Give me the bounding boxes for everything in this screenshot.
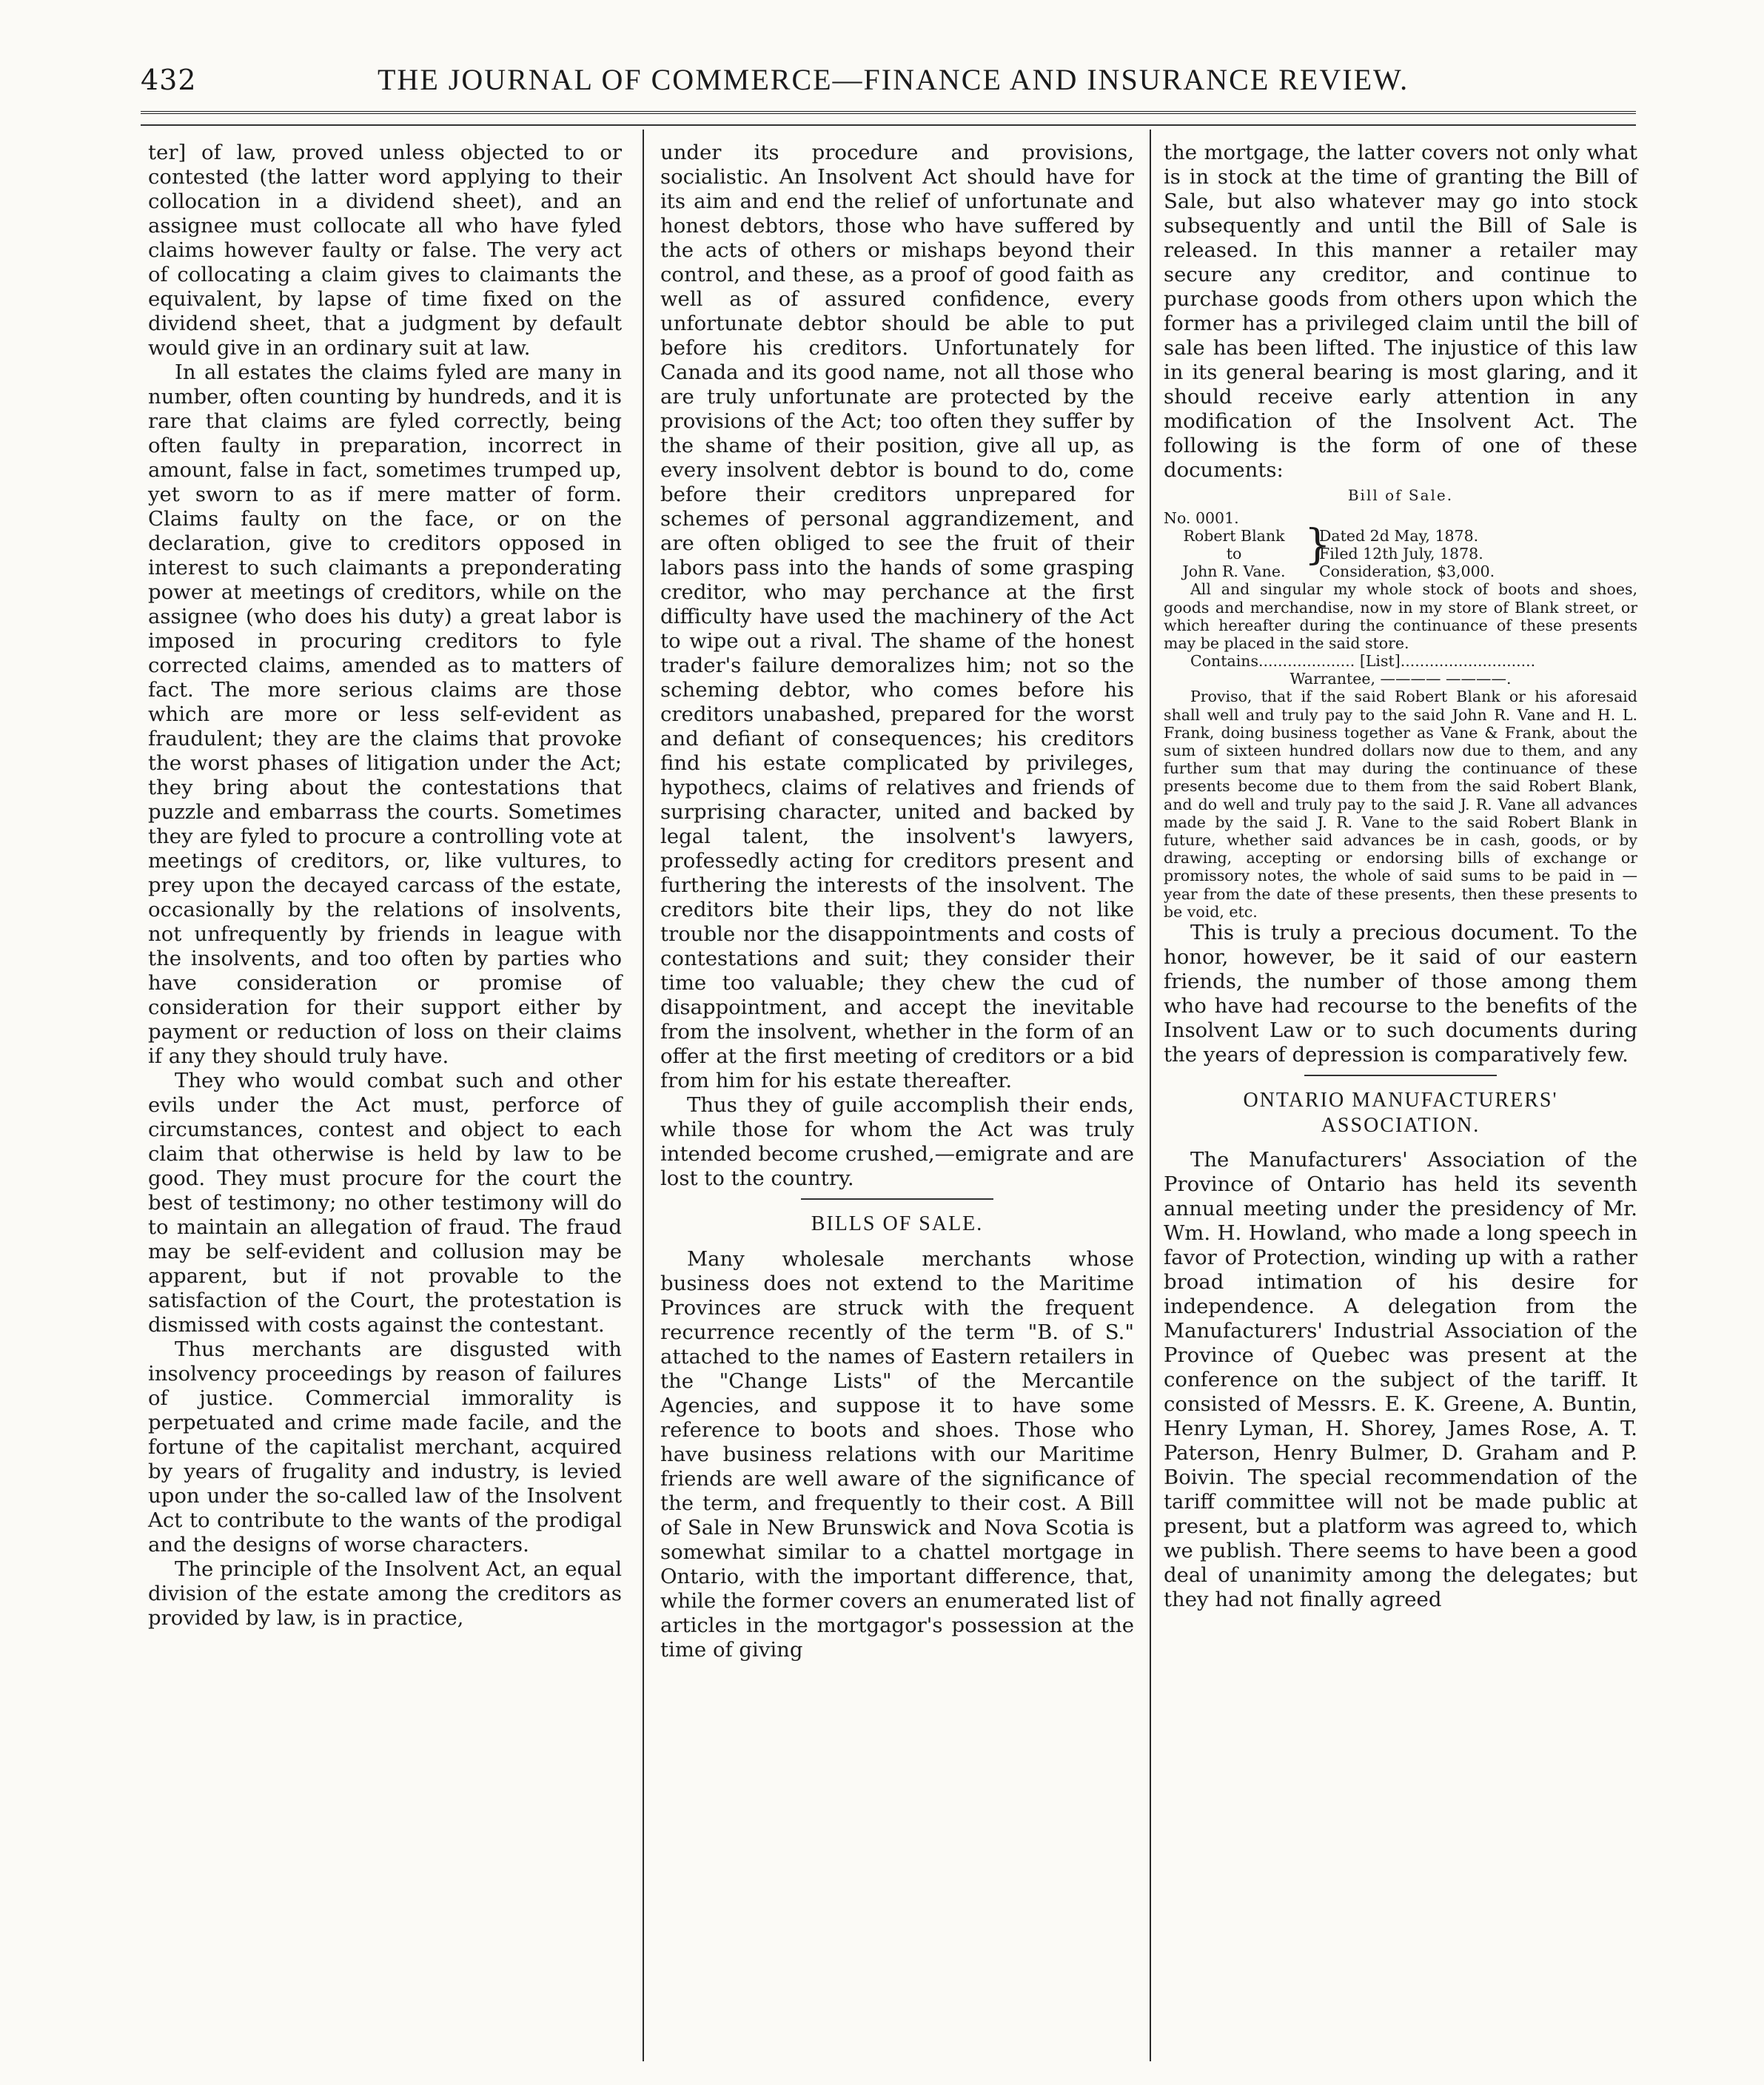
bill-contains: Contains.................... [List]............................ xyxy=(1190,652,1536,671)
section-rule xyxy=(1304,1075,1497,1076)
column-divider xyxy=(1150,130,1151,2061)
bill-proviso: Proviso, that if the said Robert Blank or his aforesaid shall well and truly pay to the said John R. Vane and H. L. Frank, doing business together as Vane & Frank, about the sum of sixteen hundred dollars now due to them, and any further sum that may during the continuance of these presents become due to them from the said Robert Blank, and do well and truly pay to the said J. R. Vane all advances made by the said J. R. Vane to the said Robert Blank in future, whether said advances be in cash, goods, or by drawing, accepting or endorsing bills of exchange or promissory notes, the whole of said sums to be paid in — year from the date of these presents, then these presents to be void, etc. xyxy=(1164,688,1637,921)
bill-title: Bill of Sale. xyxy=(1347,486,1454,504)
column-2 xyxy=(660,141,1134,1662)
page-header xyxy=(141,58,1636,102)
section-title-bills-of-sale: BILLS OF SALE. xyxy=(811,1212,984,1235)
column-divider xyxy=(643,130,644,2061)
section-title-ontario-manufacturers: ONTARIO MANUFACTURERS' ASSOCIATION. xyxy=(1243,1088,1558,1137)
column-3 xyxy=(1164,141,1637,1612)
paragraph: In all estates the claims fyled are many in number, often counting by hundreds, and it is rare that claims are fyled correctly, being often faulty in preparation, incorrect in amount, false in fact, sometimes trumped up, yet sworn to as if mere matter of form. Claims faulty on the face, or on the declaration, give to creditors opposed in interest to such claimants a preponderating power at meetings of creditors, while on the assignee (who does his duty) a great labor is imposed in procuring creditors to fyle corrected claims, amended as to matters of fact. The more serious claims are those which are more or less self-evident as fraudulent; they are the claims that provoke the worst phases of litigation under the Act; they bring about the contestations that puzzle and embarrass the courts. Sometimes they are fyled to procure a controlling vote at meetings of creditors, or, like vultures, to prey upon the decayed carcass of the estate, occasionally by the relations of insolvents, not unfrequently by friends in league with the insolvents, and too often by parties who have consideration or promise of consideration for their support either by payment or reduction of loss on their claims if any they should truly have. xyxy=(148,360,622,1068)
paragraph: Thus merchants are disgusted with insolvency proceedings by reason of failures of justice. Commercial immorality is perpetuated and crime made facile, and the fortune of the capitalist merchant, acquired by years of frugality and industry, is levied upon under the so-called law of the Insolvent Act to contribute to the wants of the prodigal and the designs of worse characters. xyxy=(148,1337,622,1557)
section-rule xyxy=(801,1198,993,1200)
paragraph: The Manufacturers' Association of the Province of Ontario has held its seventh annual meeting under the presidency of Mr. Wm. H. Howland, who made a long speech in favor of Protection, winding up with a rather broad intimation of his desire for independence. A delegation from the Manufacturers' Industrial Association of the Province of Quebec was present at the conference on the subject of the tariff. It consisted of Messrs. E. K. Greene, A. Buntin, Henry Lyman, H. Shorey, James Rose, A. T. Paterson, Henry Bulmer, D. Graham and P. Boivin. The special recommendation of the tariff committee will not be made public at present, but a platform was agreed to, which we publish. There seems to have been a good deal of unanimity among the delegates; but they had not finally agreed xyxy=(1164,1148,1637,1612)
bill-parties-row xyxy=(1164,520,1637,581)
paragraph: They who would combat such and other evils under the Act must, perforce of circumstances, contest and object to each claim that otherwise is held by law to be good. They must procure for the court the best of testimony; no other testimony will do to maintain an allegation of fraud. The fraud may be self-evident and collusion may be apparent, but if not provable to the satisfaction of the Court, the protestation is dismissed with costs against the contestant. xyxy=(148,1069,622,1337)
paragraph: under its procedure and provisions, socialistic. An Insolvent Act should have for its aim and end the relief of unfortunate and honest debtors, those who have suffered by the acts of others or mishaps beyond their control, and these, as a proof of good faith as well as of assured confidence, every unfortunate debtor should be able to put before his creditors. Unfortunately for Canada and its good name, not all those who are truly unfortunate are protected by the provisions of the Act; too often they suffer by the shame of their position, give all up, as every insolvent debtor is bound to do, come before their creditors unprepared for schemes of personal aggrandizement, and are often obliged to see the fruit of their labors pass into the hands of some grasping creditor, who may perchance at the first difficulty have used the machinery of the Act to wipe out a rival. The shame of the honest trader's failure demoralizes him; not so the scheming debtor, who comes before his creditors unabashed, prepared for the worst and defiant of consequences; his creditors find his estate complicated by privileges, hypothecs, claims of relatives and friends of surprising character, united and backed by legal talent, the insolvent's lawyers, professedly acting for creditors present and furthering the interests of the insolvent. The creditors bite their lips, they do not like trouble nor the disappointments and costs of contestations and suit; they consider their time too valuable; they chew the cud of disappointment, and accept the inevitable from the insolvent, whether in the form of an offer at the first meeting of creditors or a bid from him for his estate thereafter. xyxy=(660,141,1134,1092)
paragraph: ter] of law, proved unless objected to or contested (the latter word applying to their collocation in a dividend sheet), and an assignee must collocate all who have fyled claims however faulty or false. The very act of collocating a claim gives to claimants the equivalent, by lapse of time fixed on the dividend sheet, that a judgment by default would give in an ordinary suit at law. xyxy=(148,141,622,360)
column-1 xyxy=(148,141,622,1631)
party-to: John R. Vane. xyxy=(1182,563,1286,581)
bill-warrantee: Warrantee, ———— ————. xyxy=(1290,670,1512,688)
bill-dated: Dated 2d May, 1878. xyxy=(1319,526,1479,545)
party-from: Robert Blank xyxy=(1183,526,1285,545)
bill-body: All and singular my whole stock of boots and shoes, goods and merchandise, now in my store of Blank street, or which hereafter during the continuance of these presents may be placed in the said store. xyxy=(1164,580,1637,652)
running-title: THE JOURNAL OF COMMERCE—FINANCE AND INSURANCE REVIEW. xyxy=(378,63,1409,96)
bill-filed: Filed 12th July, 1878. xyxy=(1319,544,1483,563)
bill-consideration: Consideration, $3,000. xyxy=(1319,563,1495,581)
bill-parties xyxy=(1164,527,1304,581)
brace-glyph: } xyxy=(1304,520,1331,569)
bill-number: No. 0001. xyxy=(1164,508,1239,527)
paragraph: Many wholesale merchants whose business does not extend to the Maritime Provinces are struck with the frequent recurrence recently of the term "B. of S." attached to the names of Eastern retailers in the "Change Lists" of the Mercantile Agencies, and suppose it to have some reference to boots and shoes. Those who have business relations with our Maritime friends are well aware of the significance of the term, and frequently to their cost. A Bill of Sale in New Brunswick and Nova Scotia is somewhat similar to a chattel mortgage in Ontario, with the important difference, that, while the former covers an enumerated list of articles in the mortgagor's possession at the time of giving xyxy=(660,1246,1134,1662)
header-rule xyxy=(141,124,1636,126)
header-double-rule xyxy=(141,111,1636,118)
bill-details xyxy=(1319,527,1637,581)
bill-of-sale-form xyxy=(1164,487,1637,921)
paragraph: the mortgage, the latter covers not only what is in stock at the time of granting the Bill of Sale, but also whatever may go into stock subsequently and until the Bill of Sale is released. In this manner a retailer may secure any creditor, and continue to purchase goods from others upon which the former has a privileged claim until the bill of sale has been lifted. The injustice of this law in its general bearing is most glaring, and it should receive early attention in any modification of the Insolvent Act. The following is the form of one of these documents: xyxy=(1164,141,1637,482)
paragraph: The principle of the Insolvent Act, an equal division of the estate among the creditors as provided by law, is in practice, xyxy=(148,1557,622,1630)
party-to-word: to xyxy=(1226,544,1242,563)
paragraph: Thus they of guile accomplish their ends, while those for whom the Act was truly intended become crushed,—emigrate and are lost to the country. xyxy=(660,1093,1134,1190)
page-number: 432 xyxy=(141,64,197,96)
paragraph: This is truly a precious document. To the honor, however, be it said of our eastern friends, the number of those among them who have had recourse to the benefits of the Insolvent Law or to such documents during the years of depression is comparatively few. xyxy=(1164,920,1637,1067)
